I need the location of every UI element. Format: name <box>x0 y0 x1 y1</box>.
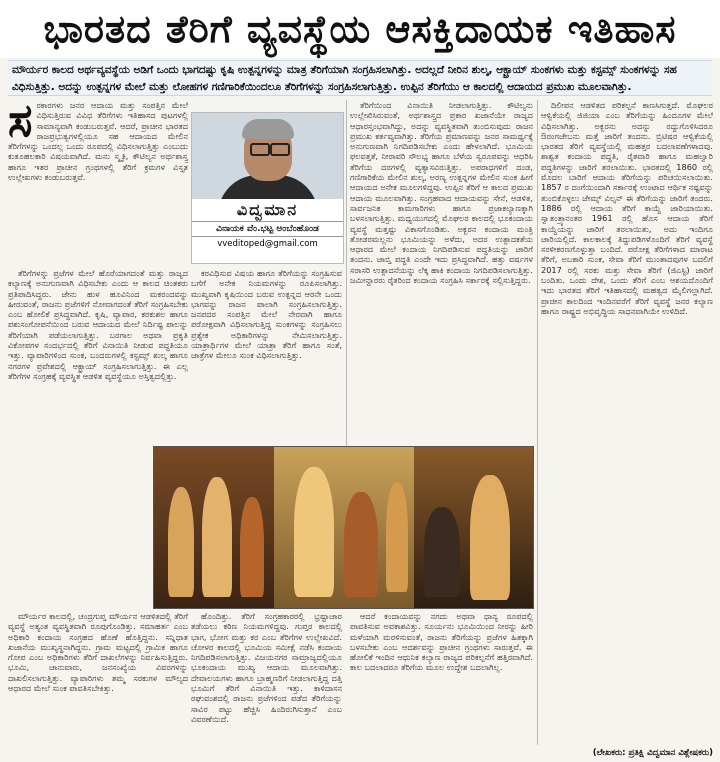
article-column-3 <box>350 100 533 444</box>
author-email[interactable]: vveditoped@gmail.com <box>217 239 318 249</box>
col1b-text: ತೆರಿಗೆಗಳನ್ನು ಪ್ರಜೆಗಳ ಮೇಲೆ ಹೊರೆಯಾಗದಂತೆ ಮತ್ತು ರಾಜ್ಯದ ಕಲ್ಯಾಣಕ್ಕೆ ಅನುಗುಣವಾಗಿ ವಿಧಿಸಬೇಕು ಎಂದು ಆ ಕಾಲದ ಚಿಂತಕರು ಪ್ರತಿಪಾದಿಸಿದ್ದರು. ಜೇನು ಹುಳ ಹೂವಿನಿಂದ ಮಕರಂದವನ್ನು ಹೀರುವಂತೆ, ರಾಜನು ಪ್ರಜೆಗಳಿಗೆ ನೋವಾಗದಂತೆ ತೆರಿಗೆ ಸಂಗ್ರಹಿಸಬೇಕು ಎಂಬ ಹೋಲಿಕೆ ಪ್ರಸಿದ್ಧವಾಗಿದೆ. ಕೃಷಿ, ವ್ಯಾಪಾರ, ಕರಕುಶಲ ಹಾಗೂ ಪಶುಸಂಗೋಪನೆಯಿಂದ ಬರುವ ಆದಾಯದ ಮೇಲೆ ನಿರ್ದಿಷ್ಟ ಪಾಲನ್ನು ತೆರಿಗೆಯಾಗಿ ಪಡೆಯಲಾಗುತ್ತಿತ್ತು. ಬರಗಾಲ ಅಥವಾ ಪ್ರಕೃತಿ ವಿಕೋಪಗಳ ಸಂದರ್ಭದಲ್ಲಿ ತೆರಿಗೆ ವಿನಾಯಿತಿ ನೀಡುವ ಪದ್ಧತಿಯೂ ಇತ್ತು. ವ್ಯಾಪಾರಿಗಳಿಂದ ಸುಂಕ, ಬಂದರುಗಳಲ್ಲಿ ಕಸ್ಟಮ್ಸ್ ಶುಲ್ಕ ಹಾಗೂ ನಗರಗಳ ಪ್ರವೇಶದಲ್ಲಿ ಆಕ್ಟ್ರಾಯ್ ಸಂಗ್ರಹಿಸಲಾಗುತ್ತಿತ್ತು. ಈ ಎಲ್ಲ ತೆರಿಗೆಗಳ ಸಂಗ್ರಹಕ್ಕೆ ವ್ಯವಸ್ಥಿತ ಆಡಳಿತ ವ್ಯವಸ್ಥೆಯೂ ಅಸ್ತಿತ್ವದಲ್ಲಿತ್ತು. <box>8 268 188 381</box>
col-br-text: ಆದರೆ ಕಂದಾಯವನ್ನು ನಗದು ಅಥವಾ ಧಾನ್ಯ ರೂಪದಲ್ಲಿ ಪಾವತಿಸುವ ಅವಕಾಶವಿತ್ತು. ಸೂರ್ಯನು ಭೂಮಿಯಿಂದ ನೀರನ್ನು ಹೀರಿ ಮಳೆಯಾಗಿ ಮರಳಿಸುವಂತೆ, ರಾಜನು ತೆರಿಗೆಯನ್ನು ಪ್ರಜೆಗಳ ಹಿತಕ್ಕಾಗಿ ಬಳಸಬೇಕು ಎಂಬ ಆದರ್ಶವನ್ನು ಪ್ರಾಚೀನ ಗ್ರಂಥಗಳು ಸಾರುತ್ತವೆ. ಈ ಹೋಲಿಕೆ ಇಂದಿನ ಆಧುನಿಕ ಕಲ್ಯಾಣ ರಾಜ್ಯದ ಪರಿಕಲ್ಪನೆಗೆ ಹತ್ತಿರವಾಗಿದೆ. ಕಾಲ ಬದಲಾದರೂ ತೆರಿಗೆಯ ಮೂಲ ಉದ್ದೇಶ ಬದಲಾಗಿಲ್ಲ. <box>350 611 533 673</box>
article-column-2 <box>191 268 342 444</box>
article-column-1-top <box>8 100 188 265</box>
author-photo <box>192 113 343 199</box>
col-bm-text: ಹೊಂದಿತ್ತು. ತೆರಿಗೆ ಸಂಗ್ರಹಕಾರರಲ್ಲಿ ಭ್ರಷ್ಟಾಚಾರ ತಡೆಯಲು ಕಠಿಣ ನಿಯಮಗಳಿದ್ದವು. ಗುಪ್ತರ ಕಾಲದಲ್ಲಿ ಭಾಗ, ಭೋಗ ಮತ್ತು ಕರ ಎಂಬ ತೆರಿಗೆಗಳ ಉಲ್ಲೇಖವಿದೆ. ಚೋಳರ ಕಾಲದಲ್ಲಿ ಭೂಮಿಯ ಸಮೀಕ್ಷೆ ನಡೆಸಿ ಕಂದಾಯ ನಿಗದಿಪಡಿಸಲಾಗುತ್ತಿತ್ತು. ವಿಜಯನಗರ ಸಾಮ್ರಾಜ್ಯದಲ್ಲಿಯೂ ಭೂಕಂದಾಯ ಮುಖ್ಯ ಆದಾಯ ಮೂಲವಾಗಿತ್ತು. ದೇವಾಲಯಗಳು ಹಾಗೂ ಬ್ರಾಹ್ಮಣರಿಗೆ ನೀಡಲಾಗುತ್ತಿದ್ದ ದತ್ತಿ ಭೂಮಿಗೆ ತೆರಿಗೆ ವಿನಾಯಿತಿ ಇತ್ತು. ಕಾಳಿದಾಸನ ರಘುವಂಶದಲ್ಲಿ ರಾಜನು ಪ್ರಜೆಗಳಿಂದ ಪಡೆದ ತೆರಿಗೆಯನ್ನು ಸಾವಿರ ಪಟ್ಟು ಹೆಚ್ಚಿಸಿ ಹಿಂದಿರುಗಿಸುತ್ತಾನೆ ಎಂಬ ವಿವರಣೆಯಿದೆ. <box>191 611 342 724</box>
author-credit: (ಲೇಖಕರು: ಪ್ರತಿಕ್ಷಿ ವಿದ್ವಮಾನ ವಿಶ್ಲೇಷಕರು) <box>592 748 713 758</box>
drop-cap: ಸ <box>8 100 33 147</box>
article-column-bottom-right <box>350 611 533 744</box>
intro-deck: ಮೌರ್ಯರ ಕಾಲದ ಅರ್ಥವ್ಯವಸ್ಥೆಯ ಅಡಿಗೆ ಒಂದು ಭಾಗದಷ್ಟು ಕೃಷಿ ಉತ್ಪನ್ನಗಳನ್ನು ಮಾತ್ರ ತೆರಿಗೆಯಾಗಿ ಸಂಗ್ರಹಿಸಲಾಗಿತ್ತು. ಅದಲ್ಲದೆ ನೀರಿನ ಶುಲ್ಕ, ಆಕ್ಟ್ರಾಯ್ ಸುಂಕಗಳು ಮತ್ತು ಕಸ್ಟಮ್ಸ್ ಸುಂಕಗಳನ್ನು ಸಹ ವಿಧಿಸುತ್ತಿತ್ತು. ಅದನ್ನು ಉತ್ಪನ್ನಗಳ ಮೇಲೆ ಮತ್ತು ಲೋಹಗಳ ಗಣಿಗಾರಿಕೆಯಿಂದಲೂ ತೆರಿಗೆಗಳನ್ನು ಸಂಗ್ರಹಿಸಲಾಗುತ್ತಿತ್ತು. ಉಪ್ಪಿನ ತೆರಿಗೆಯು ಆ ಕಾಲದಲ್ಲಿ ಆದಾಯದ ಪ್ರಮುಖ ಮೂಲವಾಗಿತ್ತು. <box>8 60 712 96</box>
col4-text: ದಿಲೀಪನ ಆಡಳಿತದ ಪರಿಕಲ್ಪನೆ ಕಾಣಸಿಗುತ್ತದೆ. ಮೊಘಲರ ಆಳ್ವಿಕೆಯಲ್ಲಿ ಜಿಜಿಯಾ ಎಂಬ ತೆರಿಗೆಯನ್ನು ಹಿಂದೂಗಳ ಮೇಲೆ ವಿಧಿಸಲಾಗಿತ್ತು. ಅಕ್ಬರನು ಅದನ್ನು ರದ್ದುಗೊಳಿಸಿದರೂ ಔರಂಗಜೇಬನು ಮತ್ತೆ ಜಾರಿಗೆ ತಂದನು. ಬ್ರಿಟಿಷರ ಆಳ್ವಿಕೆಯಲ್ಲಿ ಭಾರತದ ತೆರಿಗೆ ವ್ಯವಸ್ಥೆಯಲ್ಲಿ ಮಹತ್ತರ ಬದಲಾವಣೆಗಳಾದವು. ಶಾಶ್ವತ ಕಂದಾಯ ಪದ್ಧತಿ, ರೈತವಾರಿ ಹಾಗೂ ಮಹಲ್ವಾರಿ ಪದ್ಧತಿಗಳನ್ನು ಜಾರಿಗೆ ತರಲಾಯಿತು. ಭಾರತದಲ್ಲಿ 1860 ರಲ್ಲಿ ಮೊದಲ ಬಾರಿಗೆ ಆದಾಯ ತೆರಿಗೆಯನ್ನು ಪರಿಚಯಿಸಲಾಯಿತು. 1857 ರ ದಂಗೆಯಿಂದಾಗಿ ಸರ್ಕಾರಕ್ಕೆ ಉಂಟಾದ ಆರ್ಥಿಕ ನಷ್ಟವನ್ನು ತುಂಬಿಕೊಳ್ಳಲು ಜೇಮ್ಸ್ ವಿಲ್ಸನ್ ಈ ತೆರಿಗೆಯನ್ನು ಜಾರಿಗೆ ತಂದರು. 1886 ರಲ್ಲಿ ಆದಾಯ ತೆರಿಗೆ ಕಾಯ್ದೆ ಜಾರಿಯಾಯಿತು. ಸ್ವಾತಂತ್ರ್ಯಾನಂತರ 1961 ರಲ್ಲಿ ಹೊಸ ಆದಾಯ ತೆರಿಗೆ ಕಾಯ್ದೆಯನ್ನು ಜಾರಿಗೆ ತರಲಾಯಿತು, ಅದು ಇಂದಿಗೂ ಜಾರಿಯಲ್ಲಿದೆ. ಕಾಲಕಾಲಕ್ಕೆ ತಿದ್ದುಪಡಿಗಳೊಂದಿಗೆ ತೆರಿಗೆ ವ್ಯವಸ್ಥೆ ಸರಳೀಕರಣಗೊಳ್ಳುತ್ತಾ ಬಂದಿದೆ. ಪರೋಕ್ಷ ತೆರಿಗೆಗಳಾದ ಮಾರಾಟ ತೆರಿಗೆ, ಅಬಕಾರಿ ಸುಂಕ, ಸೇವಾ ತೆರಿಗೆ ಮುಂತಾದವುಗಳ ಬದಲಿಗೆ 2017 ರಲ್ಲಿ ಸರಕು ಮತ್ತು ಸೇವಾ ತೆರಿಗೆ (ಜಿಎಸ್ಟಿ) ಜಾರಿಗೆ ಬಂದಿತು. ಒಂದು ದೇಶ, ಒಂದು ತೆರಿಗೆ ಎಂಬ ಆಶಯದೊಂದಿಗೆ ಇದು ಭಾರತದ ತೆರಿಗೆ ಇತಿಹಾಸದಲ್ಲಿ ಮಹತ್ವದ ಮೈಲಿಗಲ್ಲಾಗಿದೆ. ಪ್ರಾಚೀನ ಕಾಲದಿಂದ ಇಂದಿನವರೆಗೆ ತೆರಿಗೆ ವ್ಯವಸ್ಥೆ ಜನರ ಕಲ್ಯಾಣ ಹಾಗೂ ರಾಷ್ಟ್ರದ ಅಭಿವೃದ್ಧಿಯ ಸಾಧನವಾಗಿಯೇ ಉಳಿದಿದೆ. <box>541 100 713 316</box>
article-column-1-bottom <box>8 268 188 444</box>
byline-box <box>191 112 344 264</box>
author-name: ವಿನಾಯಕ ವೆಂ.ಭಟ್ಟ ಅಂಬೆಂಹೊಂಡ <box>192 222 343 237</box>
col1a-text: ರಕಾರಗಳು ಜನರ ಆದಾಯ ಮತ್ತು ಸಂಪತ್ತಿನ ಮೇಲೆ ವಿಧಿಸುತ್ತಿರುವ ವಿವಿಧ ತೆರಿಗೆಗಳು ಇತಿಹಾಸದ ಪುಟಗಳಲ್ಲಿ ಸಾಮಾನ್ಯವಾಗಿ ಕಂಡುಬರುತ್ತವೆ. ಆದರೆ, ಪ್ರಾಚೀನ ಭಾರತದ ರಾಜಪ್ರಭುತ್ವಗಳಲ್ಲಿಯೂ ಸಹ ಆದಾಯದ ಮೇಲಿನ ತೆರಿಗೆಗಳನ್ನು ಒಂದಲ್ಲ ಒಂದು ರೂಪದಲ್ಲಿ ವಿಧಿಸಲಾಗುತ್ತಿತ್ತು ಎಂಬುದು ಕುತೂಹಲಕಾರಿ ವಿಷಯವಾಗಿದೆ. ಮನು ಸ್ಮೃತಿ, ಕೌಟಿಲ್ಯನ ಅರ್ಥಶಾಸ್ತ್ರ ಹಾಗೂ ಇತರ ಪ್ರಾಚೀನ ಗ್ರಂಥಗಳಲ್ಲಿ ತೆರಿಗೆ ಕ್ರಮಗಳ ವಿಸ್ತೃತ ಉಲ್ಲೇಖಗಳು ಕಂಡುಬರುತ್ತವೆ. <box>8 100 188 183</box>
col2-text: ಕರವಿಧಿಸುವ ವಿಷಯ ಹಾಗೂ ತೆರಿಗೆಯನ್ನು ಸಂಗ್ರಹಿಸುವ ಬಗೆಗೆ ಅನೇಕ ನಿಯಮಗಳನ್ನು ರೂಪಿಸಲಾಗಿತ್ತು. ಮುಖ್ಯವಾಗಿ ಕೃಷಿಯಿಂದ ಬರುವ ಉತ್ಪನ್ನದ ಆರನೇ ಒಂದು ಭಾಗವನ್ನು ರಾಜನ ಪಾಲಾಗಿ ಸಂಗ್ರಹಿಸಲಾಗುತ್ತಿತ್ತು. ಜನಪದರ ಸಂಪತ್ತಿನ ಮೇಲೆ ನೇರವಾಗಿ ಹಾಗೂ ಪರೋಕ್ಷವಾಗಿ ವಿಧಿಸಲಾಗುತ್ತಿದ್ದ ಸುಂಕಗಳನ್ನು ಸಂಗ್ರಹಿಸಲು ಪ್ರತ್ಯೇಕ ಅಧಿಕಾರಿಗಳನ್ನು ನೇಮಿಸಲಾಗುತ್ತಿತ್ತು. ಯಾತ್ರಾರ್ಥಿಗಳ ಮೇಲೆ ಯಾತ್ರಾ ತೆರಿಗೆ ಹಾಗೂ ಸಂತೆ, ಜಾತ್ರೆಗಳ ಮೇಲೂ ಸುಂಕ ವಿಧಿಸಲಾಗುತ್ತಿತ್ತು. <box>191 268 342 361</box>
mural-painting <box>153 446 534 609</box>
article-column-bottom-middle <box>191 611 342 744</box>
article-column-bottom-left <box>8 611 188 744</box>
col3-text: ತೆರಿಗೆಯಿಂದ ವಿನಾಯಿತಿ ನೀಡಲಾಗುತ್ತಿತ್ತು. ಕೌಟಿಲ್ಯನು ಉಲ್ಲೇಖಿಸಿರುವಂತೆ, ಅರ್ಥಶಾಸ್ತ್ರದ ಪ್ರಕಾರ ಖಜಾನೆಯೇ ರಾಜ್ಯದ ಆಧಾರಸ್ತಂಭವಾಗಿದ್ದು, ಅದನ್ನು ವ್ಯವಸ್ಥಿತವಾಗಿ ತುಂಬಿಸುವುದು ರಾಜನ ಪ್ರಮುಖ ಕರ್ತವ್ಯವಾಗಿತ್ತು. ತೆರಿಗೆಯ ಪ್ರಮಾಣವನ್ನು ಜನರ ಸಾಮರ್ಥ್ಯಕ್ಕೆ ಅನುಗುಣವಾಗಿ ನಿಗದಿಪಡಿಸಬೇಕು ಎಂದು ಹೇಳಲಾಗಿದೆ. ಭೂಮಿಯ ಫಲವತ್ತತೆ, ನೀರಾವರಿ ಸೌಲಭ್ಯ ಹಾಗೂ ಬೆಳೆಯ ಸ್ವರೂಪವನ್ನು ಆಧರಿಸಿ ತೆರಿಗೆಯ ದರಗಳಲ್ಲಿ ವ್ಯತ್ಯಾಸವಿರುತ್ತಿತ್ತು. ಅಪರಾಧಗಳಿಗೆ ದಂಡ, ಗಣಿಗಾರಿಕೆಯ ಮೇಲಿನ ಶುಲ್ಕ, ಅರಣ್ಯ ಉತ್ಪನ್ನಗಳ ಮೇಲಿನ ಸುಂಕ ಹೀಗೆ ಆದಾಯದ ಅನೇಕ ಮೂಲಗಳಿದ್ದವು. ಉಪ್ಪಿನ ತೆರಿಗೆ ಆ ಕಾಲದ ಪ್ರಮುಖ ಆದಾಯ ಮೂಲವಾಗಿತ್ತು. ಸಂಗ್ರಹವಾದ ಆದಾಯವನ್ನು ಸೇನೆ, ಆಡಳಿತ, ಸಾರ್ವಜನಿಕ ಕಾಮಗಾರಿಗಳು ಹಾಗೂ ಪ್ರಜಾಕಲ್ಯಾಣಕ್ಕಾಗಿ ಬಳಸಲಾಗುತ್ತಿತ್ತು. ಮಧ್ಯಯುಗದಲ್ಲಿ ಮೊಘಲರ ಕಾಲದಲ್ಲಿ ಭೂಕಂದಾಯ ವ್ಯವಸ್ಥೆ ಮತ್ತಷ್ಟು ವಿಕಾಸಗೊಂಡಿತು. ಅಕ್ಬರನ ಕಂದಾಯ ಮಂತ್ರಿ ತೋಡರಮಲ್ಲನು ಭೂಮಿಯನ್ನು ಅಳೆದು, ಅದರ ಉತ್ಪಾದಕತೆಯ ಆಧಾರದ ಮೇಲೆ ಕಂದಾಯ ನಿಗದಿಪಡಿಸುವ ಪದ್ಧತಿಯನ್ನು ಜಾರಿಗೆ ತಂದನು. ಜಾಬ್ತಿ ಪದ್ಧತಿ ಎಂದೇ ಇದು ಪ್ರಸಿದ್ಧವಾಗಿದೆ. ಹತ್ತು ವರ್ಷಗಳ ಸರಾಸರಿ ಉತ್ಪಾದನೆಯನ್ನು ಲೆಕ್ಕ ಹಾಕಿ ಕಂದಾಯ ನಿಗದಿಪಡಿಸಲಾಗುತ್ತಿತ್ತು. ಜಮೀನ್ದಾರರು ರೈತರಿಂದ ಕಂದಾಯ ಸಂಗ್ರಹಿಸಿ ಸರ್ಕಾರಕ್ಕೆ ಸಲ್ಲಿಸುತ್ತಿದ್ದರು. <box>350 100 533 286</box>
column-masthead: ವಿದ್ವಮಾನ <box>192 199 343 222</box>
headline: ಭಾರತದ ತೆರಿಗೆ ವ್ಯವಸ್ಥೆಯ ಆಸಕ್ತಿದಾಯಕ ಇತಿಹಾಸ <box>0 0 720 58</box>
article-column-4 <box>541 100 713 743</box>
col-bl-text: ಮೌರ್ಯರ ಕಾಲದಲ್ಲಿ, ಚಂದ್ರಗುಪ್ತ ಮೌರ್ಯನ ಆಡಳಿತದಲ್ಲಿ ತೆರಿಗೆ ವ್ಯವಸ್ಥೆ ಅತ್ಯಂತ ವ್ಯವಸ್ಥಿತವಾಗಿ ರೂಪುಗೊಂಡಿತ್ತು. ಸಮಾಹರ್ತ ಎಂಬ ಅಧಿಕಾರಿ ಕಂದಾಯ ಸಂಗ್ರಹದ ಹೊಣೆ ಹೊತ್ತಿದ್ದನು. ಸನ್ನಿಧಾತ ಖಜಾನೆಯ ಮುಖ್ಯಸ್ಥನಾಗಿದ್ದನು. ಗ್ರಾಮ ಮಟ್ಟದಲ್ಲಿ ಗ್ರಾಮಿಕ ಹಾಗೂ ಗೋಪ ಎಂಬ ಅಧಿಕಾರಿಗಳು ತೆರಿಗೆ ದಾಖಲೆಗಳನ್ನು ನಿರ್ವಹಿಸುತ್ತಿದ್ದರು. ಭೂಮಿ, ಜಾನುವಾರು, ಜನಸಂಖ್ಯೆಯ ವಿವರಗಳನ್ನು ದಾಖಲಿಸಲಾಗುತ್ತಿತ್ತು. ವ್ಯಾಪಾರಿಗಳು ತಮ್ಮ ಸರಕುಗಳ ಮೌಲ್ಯದ ಆಧಾರದ ಮೇಲೆ ಸುಂಕ ಪಾವತಿಸಬೇಕಿತ್ತು. <box>8 611 188 694</box>
